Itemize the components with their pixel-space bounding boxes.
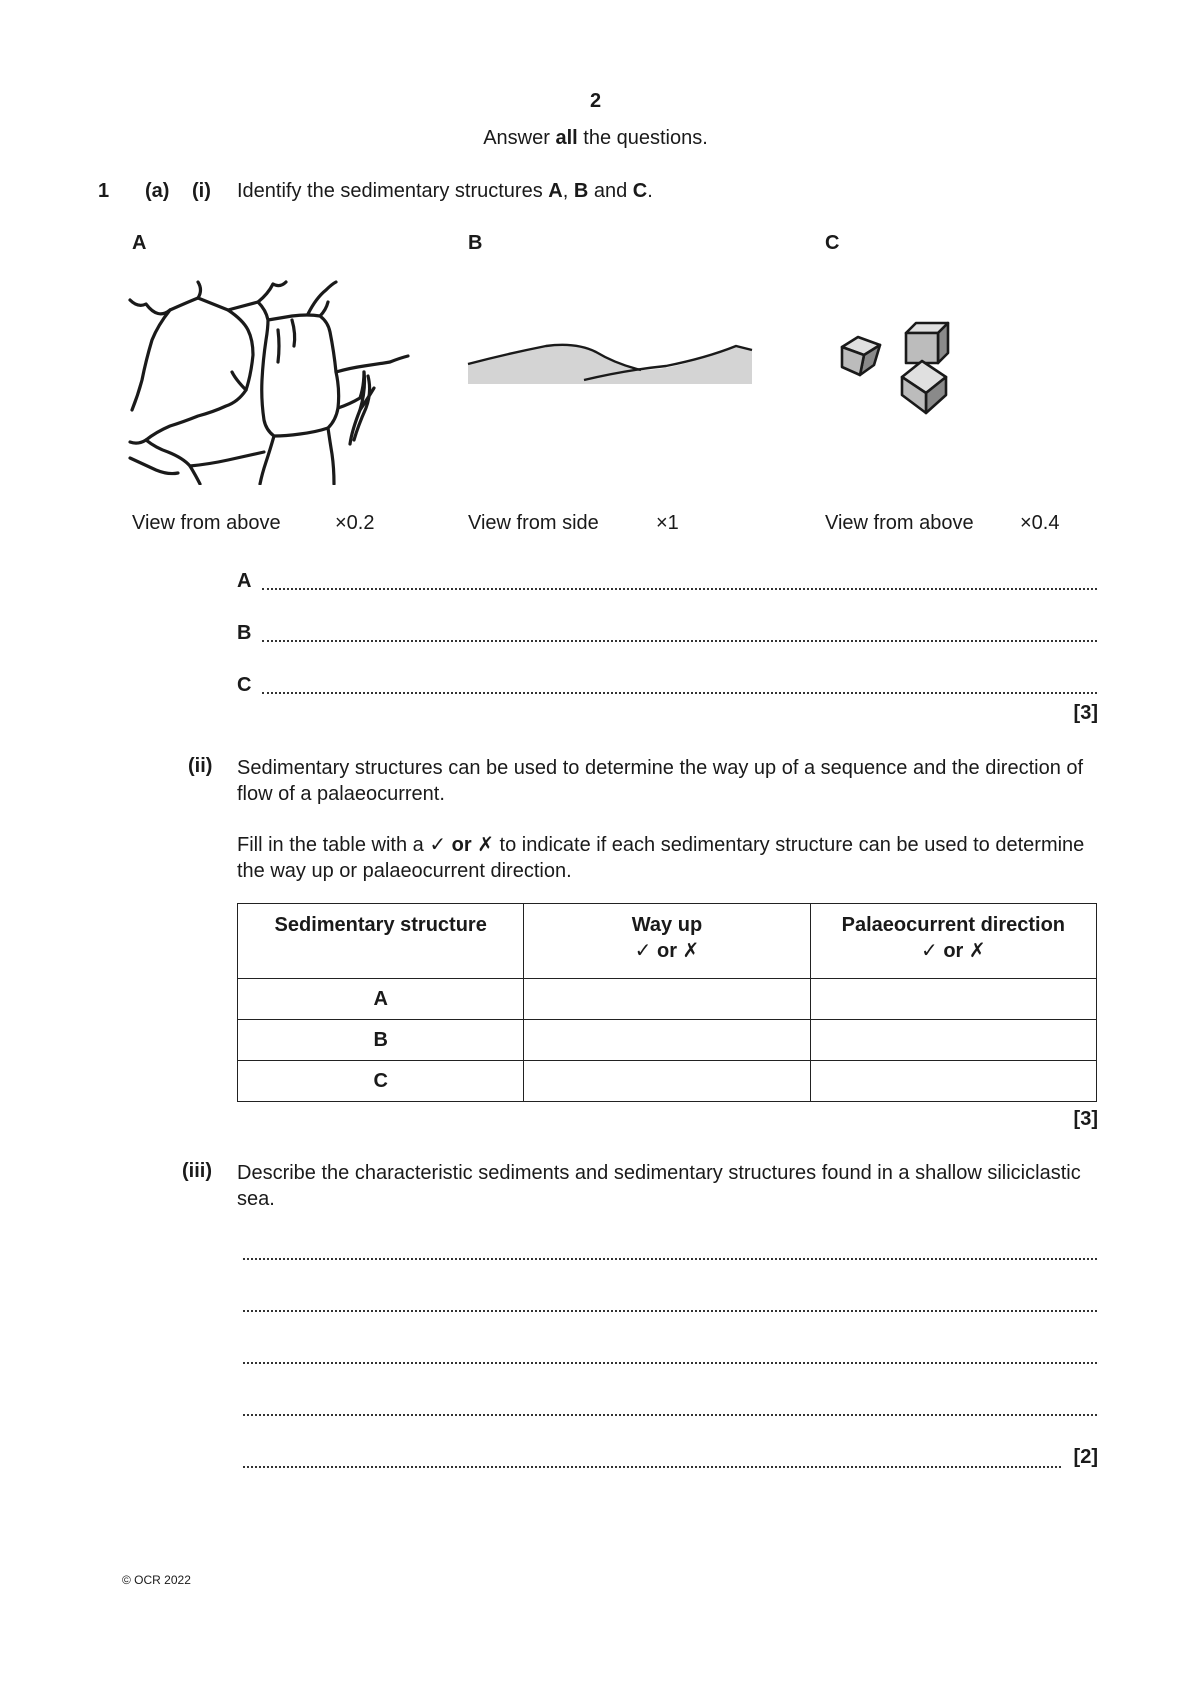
row-a-label: A [238,979,524,1020]
header-palaeocurrent-line2: ✓ or ✗ [921,940,986,962]
q1-prompt-c: C [632,180,648,202]
answer-b-line[interactable] [262,640,1097,642]
copyright-footer: © OCR 2022 [122,1573,191,1587]
header-structure-line1: Sedimentary structure [274,914,487,936]
q1-prompt [237,180,653,203]
answer-iii-line-5[interactable] [243,1466,1061,1468]
answer-iii-line-3[interactable] [243,1362,1097,1364]
figure-b-scale: ×1 [656,512,679,534]
table-row [238,1020,1097,1061]
row-c-palaeocurrent-cell[interactable] [810,1061,1096,1102]
row-a-palaeocurrent-cell[interactable] [810,979,1096,1020]
q1-prompt-sep2: and [588,180,633,202]
row-b-palaeocurrent-cell[interactable] [810,1020,1096,1061]
row-c-way-up-cell[interactable] [524,1061,810,1102]
instruction-text-pre: Answer [483,127,556,149]
iii-paragraph: Describe the characteristic sediments and sedimentary structures found in a shallow siliciclastic sea. [237,1162,1081,1210]
header-structure [238,904,524,979]
header-palaeocurrent-line1: Palaeocurrent direction [841,914,1066,936]
instruction-text-bold: all [555,127,578,149]
figure-b-label: B [468,232,483,254]
part-a-label: (a) [145,180,170,202]
sedimentary-structure-table [237,903,1097,1102]
figure-a-scale: ×0.2 [335,512,375,534]
ii-paragraph-1: Sedimentary structures can be used to determine the way up of a sequence and the direction of flow of a palaeocurrent. [237,757,1084,805]
question-number: 1 [98,180,110,202]
instruction-text-post: the questions. [577,127,708,149]
mark-allocation-ii: [3] [1073,1108,1098,1130]
row-a-way-up-cell[interactable] [524,979,810,1020]
answer-iii-line-1[interactable] [243,1258,1097,1260]
header-way-up [524,904,810,979]
answer-c-line[interactable] [262,692,1097,694]
answer-iii-line-4[interactable] [243,1414,1097,1416]
ii-paragraph-2-post: to indicate if each sedimentary structure can be used to determine the way up or palaeocurrent direction. [237,834,1085,882]
figure-c-view: View from above [825,512,974,534]
instruction [0,127,1191,150]
sub-ii-label: (ii) [188,755,213,777]
header-way-up-line1: Way up [631,914,703,936]
figure-c-scale: ×0.4 [1020,512,1060,534]
row-b-way-up-cell[interactable] [524,1020,810,1061]
ii-paragraph-2 [237,832,1097,884]
salt-crystal-casts-icon [840,315,970,430]
mark-allocation-i: [3] [1073,702,1098,724]
header-palaeocurrent [810,904,1096,979]
answer-a-label: A [237,570,252,592]
page-number: 2 [589,90,602,112]
row-c-label: C [238,1061,524,1102]
q1-prompt-sep1: , [562,180,574,202]
figure-a-view: View from above [132,512,281,534]
q1-prompt-b: B [573,180,589,202]
q1-prompt-a: A [548,180,563,202]
answer-iii-line-2[interactable] [243,1310,1097,1312]
ii-paragraph-2-bold: ✓ or ✗ [429,834,494,856]
q1-prompt-text: Identify the sedimentary structures [237,180,549,202]
table-row [238,979,1097,1020]
table-row [238,1061,1097,1102]
table-header-row [238,904,1097,979]
figure-c-label: C [825,232,840,254]
header-way-up-line2: ✓ or ✗ [634,940,700,962]
ripple-marks-icon [466,340,754,388]
figure-a-label: A [132,232,147,254]
figure-b-view: View from side [468,512,599,534]
answer-b-label: B [237,622,252,644]
answer-c-label: C [237,674,252,696]
q1-prompt-end: . [647,180,653,202]
sub-iii-label: (iii) [182,1160,212,1182]
mud-cracks-icon [128,280,413,485]
answer-a-line[interactable] [262,588,1097,590]
sub-i-label: (i) [192,180,211,202]
row-b-label: B [238,1020,524,1061]
mark-allocation-iii: [2] [1073,1446,1098,1468]
ii-paragraph-2-pre: Fill in the table with a [237,834,430,856]
